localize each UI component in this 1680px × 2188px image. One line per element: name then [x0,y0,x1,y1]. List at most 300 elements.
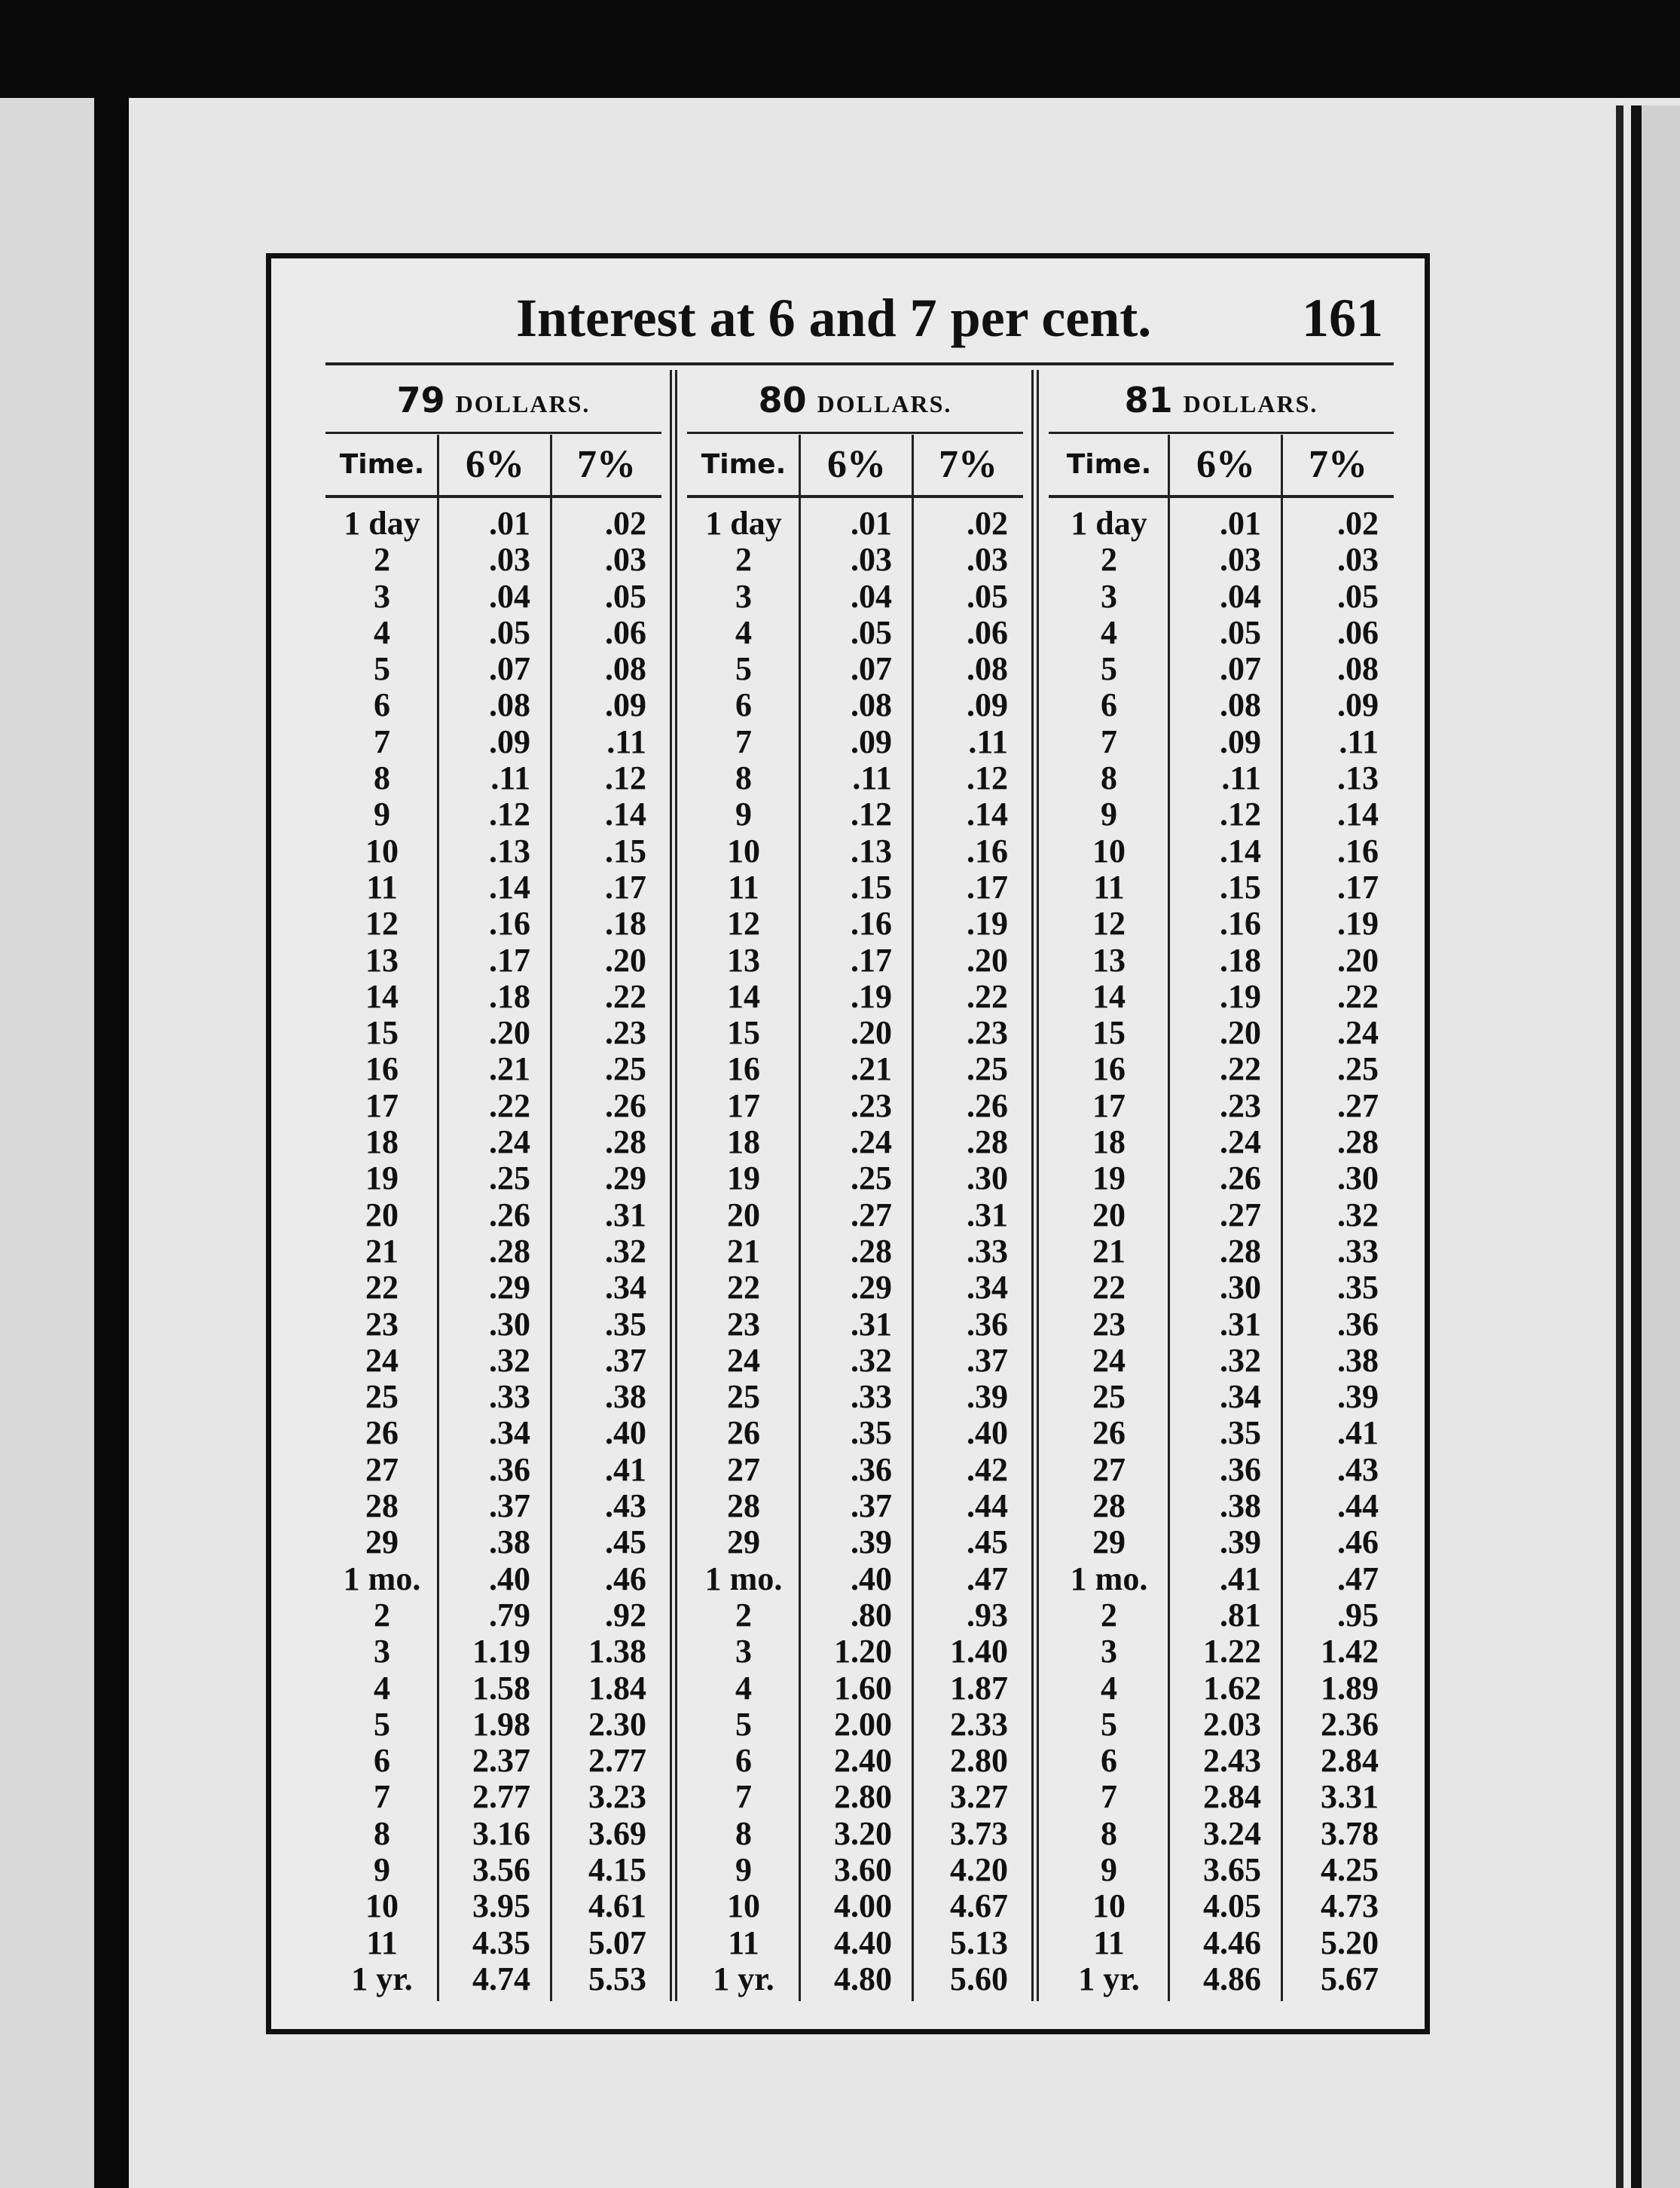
table-row [687,1597,1023,1633]
seven-percent-cell: 1.38 [588,1633,646,1670]
time-cell: 2 [735,1596,752,1633]
time-column-header: Time. [701,449,787,480]
scan-margin [1642,105,1680,2188]
table-row [1049,1415,1394,1451]
time-cell: 7 [1101,723,1117,760]
six-percent-cell: .24 [1220,1123,1261,1161]
time-cell: 16 [1092,1050,1126,1088]
time-cell: 4 [735,1669,752,1707]
table-row [325,833,661,869]
table-row [325,1160,661,1196]
table-row [1049,542,1394,578]
six-percent-cell: .03 [851,541,892,579]
table-row [687,724,1023,760]
table-row [1049,615,1394,651]
six-percent-cell: 3.95 [472,1887,530,1925]
table-row [325,760,661,796]
table-row [687,1124,1023,1160]
six-percent-cell: 1.98 [472,1705,530,1743]
time-cell: 14 [727,977,760,1015]
table-row [687,1488,1023,1524]
seven-percent-cell: .30 [1337,1160,1379,1197]
six-percent-cell: .25 [851,1160,892,1197]
seven-percent-cell: .93 [967,1596,1008,1633]
seven-percent-cell: .32 [605,1232,646,1270]
six-percent-cell: .38 [489,1523,530,1561]
table-row [325,1197,661,1233]
time-cell: 3 [374,577,390,615]
table-row [1049,1197,1394,1233]
time-cell: 5 [735,650,752,688]
six-percent-cell: 1.20 [834,1633,892,1670]
time-cell: 10 [365,1887,399,1925]
table-row [687,906,1023,942]
time-cell: 8 [374,1814,390,1852]
six-percent-cell: .38 [1220,1487,1261,1525]
six-percent-cell: .39 [851,1523,892,1561]
six-percent-cell: .33 [851,1378,892,1416]
seven-percent-cell: .44 [967,1487,1008,1525]
seven-percent-cell: 2.33 [950,1705,1008,1743]
time-cell: 22 [727,1269,760,1306]
time-cell: 18 [1092,1123,1126,1161]
seven-percent-cell: 5.53 [588,1960,646,1997]
amount-rule [687,432,1023,434]
six-percent-cell: .35 [1220,1414,1261,1452]
time-cell: 12 [727,905,760,943]
table-row [325,1743,661,1779]
seven-percent-cell: 3.78 [1321,1814,1379,1852]
time-cell: 24 [727,1341,760,1379]
seven-percent-cell: .05 [1337,577,1379,615]
seven-percent-cell: .22 [605,977,646,1015]
time-cell: 13 [365,941,399,979]
time-cell: 9 [735,1850,752,1888]
six-percent-cell: .08 [851,686,892,724]
seven-percent-cell: .11 [968,723,1008,760]
seven-percent-cell: .15 [605,832,646,869]
time-cell: 3 [1101,1633,1117,1670]
table-row [1049,687,1394,723]
table-row [1049,1816,1394,1852]
time-cell: 2 [1101,1596,1117,1633]
seven-percent-cell: .35 [1337,1269,1379,1306]
page-edge-shadow [1631,105,1642,2188]
six-percent-cell: .20 [1220,1014,1261,1052]
table-row [687,1306,1023,1343]
table-row [1049,1852,1394,1888]
table-row [1049,1015,1394,1051]
seven-percent-cell: 2.30 [588,1705,646,1743]
seven-percent-cell: .40 [605,1414,646,1452]
six-percent-cell: .09 [1220,723,1261,760]
six-percent-cell: .40 [489,1560,530,1597]
seven-percent-cell: .29 [605,1160,646,1197]
section-81-dollars [1049,370,1394,2001]
six-percent-cell: 4.05 [1203,1887,1261,1925]
table-row [325,1707,661,1743]
six-percent-column-header: 6% [466,443,524,486]
six-percent-cell: .01 [851,505,892,542]
time-cell: 11 [728,1924,759,1961]
seven-percent-cell: .14 [1337,796,1379,833]
time-cell: 7 [735,723,752,760]
seven-percent-cell: .06 [967,613,1008,651]
table-row [325,687,661,723]
time-cell: 24 [365,1341,399,1379]
time-cell: 9 [735,796,752,833]
six-percent-cell: 1.62 [1203,1669,1261,1707]
time-cell: 21 [365,1232,399,1270]
dollar-unit: DOLLARS. [817,390,952,417]
time-cell: 10 [727,832,760,869]
table-row [325,1233,661,1270]
seven-percent-cell: 1.87 [950,1669,1008,1707]
seven-percent-cell: 1.89 [1321,1669,1379,1707]
seven-percent-cell: 3.73 [950,1814,1008,1852]
seven-percent-cell: 3.69 [588,1814,646,1852]
six-percent-cell: 3.60 [834,1850,892,1888]
table-row [1049,1779,1394,1815]
time-cell: 2 [374,1596,390,1633]
table-row [325,943,661,979]
seven-percent-cell: .37 [967,1341,1008,1379]
table-row [325,1670,661,1707]
header-rule [687,495,1023,498]
time-cell: 25 [365,1378,399,1416]
six-percent-cell: .35 [851,1414,892,1452]
time-cell: 1 mo. [343,1560,421,1597]
seven-percent-cell: 2.36 [1321,1705,1379,1743]
six-percent-cell: .26 [489,1196,530,1233]
six-percent-cell: .07 [1220,650,1261,688]
table-row [1049,1670,1394,1707]
table-row [325,1561,661,1597]
six-percent-cell: .81 [1220,1596,1261,1633]
table-row [1049,1925,1394,1961]
time-cell: 28 [1092,1487,1126,1525]
time-column-header: Time. [1066,449,1152,480]
scan-top-shadow [0,0,1680,98]
seven-percent-cell: .11 [606,723,646,760]
time-cell: 23 [1092,1305,1126,1343]
six-percent-cell: 2.80 [834,1778,892,1816]
section-amount-heading [687,370,1023,430]
time-cell: 11 [366,868,398,906]
six-percent-cell: 1.22 [1203,1633,1261,1670]
six-percent-cell: .22 [489,1086,530,1124]
table-row [687,579,1023,615]
seven-percent-cell: .08 [605,650,646,688]
facing-page-edge [0,98,94,2188]
seven-percent-cell: .25 [1337,1050,1379,1088]
time-cell: 17 [727,1086,760,1124]
table-row [325,1051,661,1087]
time-cell: 6 [1101,1742,1117,1780]
table-row [325,1306,661,1343]
time-cell: 4 [374,1669,390,1707]
six-percent-cell: .28 [489,1232,530,1270]
six-percent-cell: .29 [489,1269,530,1306]
time-cell: 2 [735,541,752,579]
table-row [1049,651,1394,687]
time-column-header: Time. [339,449,425,480]
six-percent-cell: 3.56 [472,1850,530,1888]
seven-percent-cell: .92 [605,1596,646,1633]
table-row [325,979,661,1015]
six-percent-cell: .18 [489,977,530,1015]
six-percent-cell: .20 [489,1014,530,1052]
time-cell: 14 [365,977,399,1015]
seven-percent-cell: .05 [605,577,646,615]
time-cell: 25 [727,1378,760,1416]
six-percent-cell: .15 [851,868,892,906]
table-row [1049,1270,1394,1306]
seven-percent-cell: .25 [605,1050,646,1088]
six-percent-cell: 2.43 [1203,1742,1261,1780]
seven-percent-cell: .09 [967,686,1008,724]
six-percent-cell: .31 [1220,1305,1261,1343]
table-row [325,1779,661,1815]
six-percent-cell: 2.37 [472,1742,530,1780]
table-row [687,615,1023,651]
table-row [1049,1160,1394,1196]
table-row [687,1670,1023,1707]
six-percent-cell: .08 [1220,686,1261,724]
seven-percent-cell: .17 [967,868,1008,906]
time-cell: 1 day [1071,505,1147,542]
seven-percent-cell: 2.77 [588,1742,646,1780]
time-cell: 23 [365,1305,399,1343]
time-cell: 19 [727,1160,760,1197]
six-percent-cell: .24 [851,1123,892,1161]
table-row [687,796,1023,833]
seven-percent-cell: .23 [967,1014,1008,1052]
six-percent-cell: .39 [1220,1523,1261,1561]
six-percent-cell: .34 [1220,1378,1261,1416]
seven-percent-cell: 2.80 [950,1742,1008,1780]
time-cell: 12 [365,905,399,943]
seven-percent-cell: .27 [1337,1086,1379,1124]
table-row [687,1743,1023,1779]
six-percent-cell: .05 [489,613,530,651]
time-cell: 6 [1101,686,1117,724]
seven-percent-cell: 4.20 [950,1850,1008,1888]
six-percent-cell: .36 [489,1450,530,1488]
table-row [1049,506,1394,542]
time-cell: 26 [1092,1414,1126,1452]
seven-percent-cell: .35 [605,1305,646,1343]
seven-percent-cell: 1.40 [950,1633,1008,1670]
six-percent-cell: .07 [489,650,530,688]
six-percent-cell: .19 [1220,977,1261,1015]
six-percent-cell: .04 [489,577,530,615]
time-cell: 8 [735,759,752,797]
six-percent-cell: 2.77 [472,1778,530,1816]
table-row [325,579,661,615]
seven-percent-cell: .46 [605,1560,646,1597]
six-percent-cell: .14 [1220,832,1261,869]
table-row [325,1597,661,1633]
time-cell: 20 [365,1196,399,1233]
six-percent-cell: .03 [489,541,530,579]
seven-percent-cell: 4.15 [588,1850,646,1888]
six-percent-cell: 1.60 [834,1669,892,1707]
table-row [1049,1633,1394,1670]
interest-sections [325,370,1394,2001]
seven-percent-cell: .22 [1337,977,1379,1015]
interest-rows [687,506,1023,1997]
table-row [1049,869,1394,906]
table-row [687,1888,1023,1924]
table-row [1049,1743,1394,1779]
six-percent-cell: .22 [1220,1050,1261,1088]
table-row [687,979,1023,1015]
dollar-amount: 81 [1124,380,1173,420]
six-percent-cell: .33 [489,1378,530,1416]
six-percent-cell: .25 [489,1160,530,1197]
six-percent-cell: 4.74 [472,1960,530,1997]
time-cell: 9 [374,796,390,833]
table-row [687,1270,1023,1306]
six-percent-cell: .37 [851,1487,892,1525]
seven-percent-cell: .41 [605,1450,646,1488]
table-row [687,1816,1023,1852]
time-cell: 5 [374,1705,390,1743]
six-percent-cell: .40 [851,1560,892,1597]
seven-percent-cell: 5.20 [1321,1924,1379,1961]
six-percent-cell: .09 [489,723,530,760]
table-row [325,1015,661,1051]
six-percent-cell: .12 [1220,796,1261,833]
table-row [1049,1051,1394,1087]
table-row [1049,1888,1394,1924]
time-cell: 9 [374,1850,390,1888]
seven-percent-cell: 3.27 [950,1778,1008,1816]
table-row [325,1816,661,1852]
table-row [1049,1233,1394,1270]
seven-percent-cell: .09 [1337,686,1379,724]
amount-rule [1049,432,1394,434]
table-row [687,1852,1023,1888]
table-row [1049,1306,1394,1343]
six-percent-cell: .08 [489,686,530,724]
seven-percent-cell: .11 [1339,723,1379,760]
six-percent-cell: .20 [851,1014,892,1052]
seven-percent-cell: 2.84 [1321,1742,1379,1780]
table-row [687,1233,1023,1270]
table-row [325,1379,661,1415]
table-row [687,760,1023,796]
six-percent-cell: .05 [1220,613,1261,651]
six-percent-cell: 3.20 [834,1814,892,1852]
table-row [325,1524,661,1560]
table-row [1049,1488,1394,1524]
six-percent-cell: .27 [1220,1196,1261,1233]
six-percent-cell: .28 [1220,1232,1261,1270]
table-row [325,651,661,687]
interest-rows [325,506,661,1997]
time-cell: 7 [735,1778,752,1816]
time-cell: 4 [374,613,390,651]
seven-percent-cell: 3.31 [1321,1778,1379,1816]
seven-percent-cell: .31 [605,1196,646,1233]
time-cell: 5 [735,1705,752,1743]
time-cell: 13 [1092,941,1126,979]
dollar-unit: DOLLARS. [1183,390,1318,417]
seven-percent-cell: .16 [1337,832,1379,869]
seven-percent-cell: .40 [967,1414,1008,1452]
time-cell: 6 [735,686,752,724]
six-percent-cell: 3.24 [1203,1814,1261,1852]
time-cell: 1 day [705,505,782,542]
seven-percent-cell: 4.25 [1321,1850,1379,1888]
binding-shadow [94,98,129,2188]
six-percent-cell: .32 [1220,1341,1261,1379]
time-cell: 22 [1092,1269,1126,1306]
six-percent-cell: .36 [1220,1450,1261,1488]
seven-percent-cell: .31 [967,1196,1008,1233]
seven-percent-cell: .28 [967,1123,1008,1161]
six-percent-cell: .12 [851,796,892,833]
six-percent-cell: .27 [851,1196,892,1233]
time-cell: 19 [1092,1160,1126,1197]
time-cell: 5 [374,650,390,688]
table-row [1049,1524,1394,1560]
time-cell: 10 [365,832,399,869]
six-percent-cell: .21 [489,1050,530,1088]
table-row [687,687,1023,723]
seven-percent-cell: .22 [967,977,1008,1015]
heading-rule [325,362,1394,365]
six-percent-cell: 4.40 [834,1924,892,1961]
table-row [325,615,661,651]
table-row [687,1088,1023,1124]
six-percent-cell: .28 [851,1232,892,1270]
seven-percent-cell: 5.67 [1321,1960,1379,1997]
time-cell: 11 [1093,1924,1125,1961]
table-row [325,906,661,942]
time-cell: 26 [727,1414,760,1452]
seven-percent-cell: .36 [967,1305,1008,1343]
table-row [325,1452,661,1488]
six-percent-cell: 4.46 [1203,1924,1261,1961]
time-cell: 18 [365,1123,399,1161]
time-cell: 20 [1092,1196,1126,1233]
seven-percent-cell: .14 [967,796,1008,833]
table-row [1049,724,1394,760]
table-row [1049,1124,1394,1160]
six-percent-cell: .05 [851,613,892,651]
seven-percent-cell: 3.23 [588,1778,646,1816]
seven-percent-cell: .08 [1337,650,1379,688]
table-row [687,1015,1023,1051]
six-percent-cell: .23 [1220,1086,1261,1124]
seven-percent-cell: .05 [967,577,1008,615]
six-percent-cell: .04 [1220,577,1261,615]
seven-percent-cell: .45 [605,1523,646,1561]
seven-percent-cell: .25 [967,1050,1008,1088]
six-percent-cell: 1.58 [472,1669,530,1707]
table-row [687,1524,1023,1560]
six-percent-cell: .01 [1220,505,1261,542]
seven-percent-cell: .43 [605,1487,646,1525]
six-percent-cell: .14 [489,868,530,906]
time-cell: 16 [365,1050,399,1088]
time-cell: 21 [727,1232,760,1270]
table-row [687,1051,1023,1087]
time-cell: 21 [1092,1232,1126,1270]
